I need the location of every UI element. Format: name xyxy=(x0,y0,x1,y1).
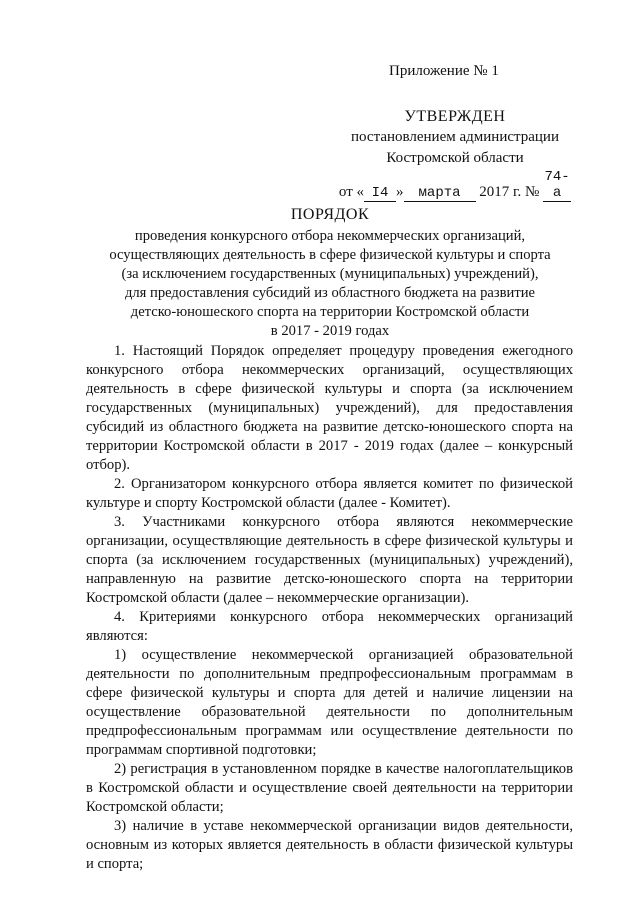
approval-date-line xyxy=(330,169,580,203)
date-day-suffix: » xyxy=(396,184,404,200)
title-line: проведения конкурсного отбора некоммерческих организаций, xyxy=(134,228,526,244)
document-title xyxy=(60,205,600,341)
paragraph-1: 1. Настоящий Порядок определяет процедуру проведения ежегодного конкурсного отбора некоммерческих организаций, осуществляющих деятельность в сфере физической культуры и спорта (за исключением государственных (муниципальных) учреждений), для предоставления субсидий из областного бюджета на развитие детско-юношеского спорта на территории Костромской области в 2017 - 2019 годах (далее – конкурсный отбор). xyxy=(86,343,573,473)
date-month: марта xyxy=(404,185,476,202)
title-line: (за исключением государственных (муниципальных) учреждений), xyxy=(121,266,539,282)
approval-block xyxy=(330,106,580,203)
title-line: осуществляющих деятельность в сфере физической культуры и спорта xyxy=(109,247,551,263)
approved-by-line-2: Костромской области xyxy=(386,150,524,166)
appendix-label: Приложение № 1 xyxy=(389,63,499,79)
paragraph-4: 4. Критериями конкурсного отбора некоммерческих организаций являются: xyxy=(86,609,573,644)
paragraph-2: 2. Организатором конкурсного отбора является комитет по физической культуре и спорту Костромской области (далее - Комитет). xyxy=(86,476,573,511)
title-line: для предоставления субсидий из областного бюджета на развитие xyxy=(124,285,536,301)
title-line: детско-юношеского спорта на территории Костромской области xyxy=(130,304,530,320)
approved-heading: УТВЕРЖДЕН xyxy=(404,108,506,125)
criterion-2: 2) регистрация в установленном порядке в качестве налогоплательщиков в Костромской области и осуществление своей деятельности на территории Костромской области; xyxy=(86,761,573,815)
approved-by-line-1: постановлением администрации xyxy=(351,129,559,145)
date-prefix: от « xyxy=(338,184,365,200)
criterion-1: 1) осуществление некоммерческой организацией образовательной деятельности по дополнительным предпрофессиональным программам в сфере физической культуры и спорта для детей и наличие лицензии на осуществление образовательной деятельности по дополнительным предпрофессиональным программам или осуществление деятельности по программам спортивной подготовки; xyxy=(86,647,573,758)
title-heading: ПОРЯДОК xyxy=(290,206,370,223)
date-day: I4 xyxy=(364,185,396,202)
date-year-text: 2017 г. № xyxy=(475,184,544,200)
paragraph-3: 3. Участниками конкурсного отбора являются некоммерческие организации, осуществляющие деятельность в сфере физической культуры и спорта (за исключением государственных (муниципальных) учреждений), направленную на развитие детско-юношеского спорта на территории Костромской области (далее – некоммерческие организации). xyxy=(86,514,573,606)
document-body xyxy=(86,342,573,874)
document-number: 74-а xyxy=(544,169,570,201)
criterion-3: 3) наличие в уставе некоммерческой организации видов деятельности, основным из которых является деятельность в области физической культуры и спорта; xyxy=(86,818,573,872)
title-line: в 2017 - 2019 годах xyxy=(270,323,390,339)
